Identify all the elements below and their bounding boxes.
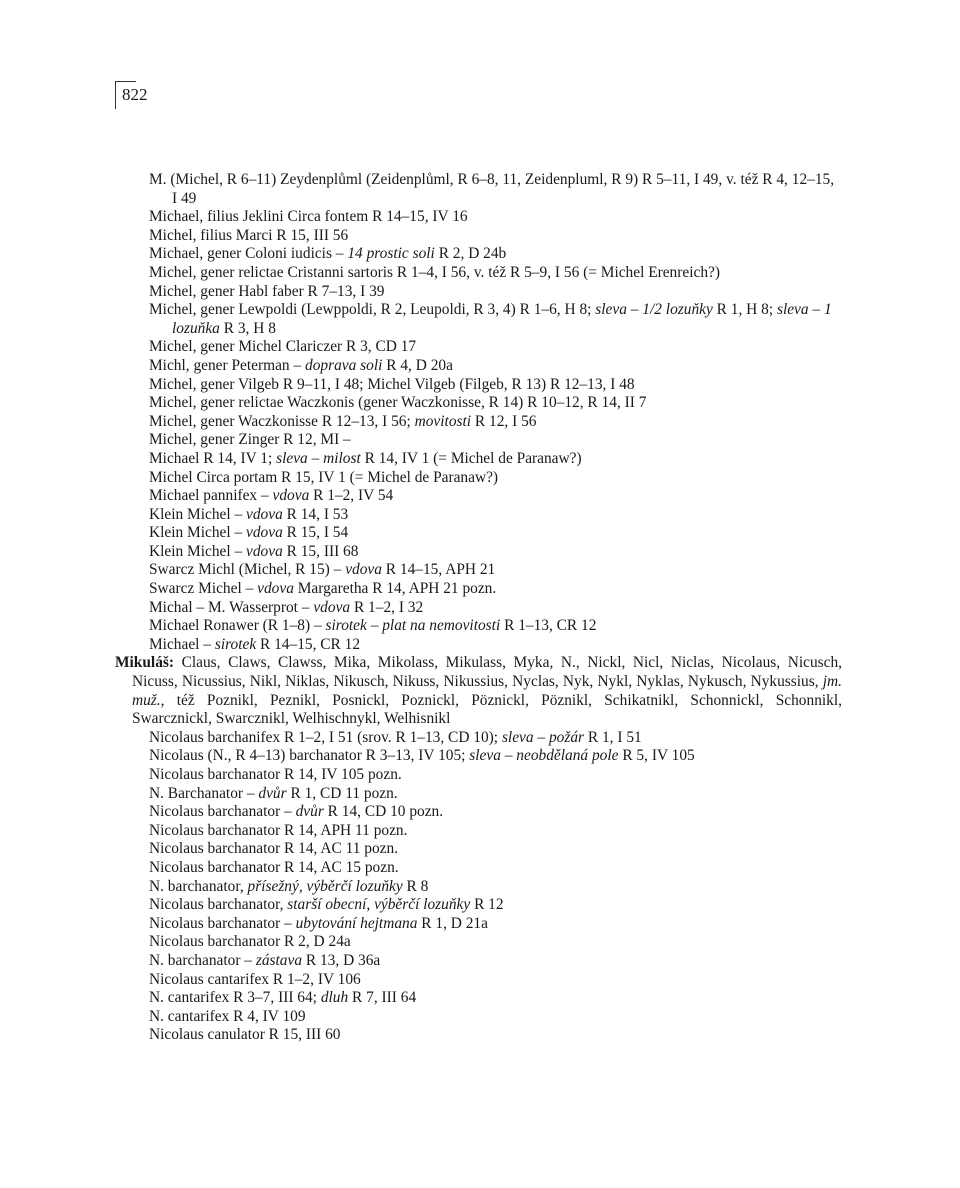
- italic-gloss: vdova: [246, 505, 283, 523]
- italic-gloss: přísežný, výběrčí lozuňky: [247, 877, 403, 895]
- index-entry: [115, 859, 842, 878]
- headword-variants: [132, 654, 842, 727]
- entry-text: R 1, I 51: [584, 728, 642, 746]
- entry-text: R 14, I 53: [282, 505, 349, 523]
- entry-text: Michael pannifex –: [149, 487, 273, 505]
- entry-text: Nicolaus barchanator R 2, D 24a: [149, 933, 351, 951]
- entry-text: R 5, IV 105: [618, 747, 695, 765]
- entry-text: Michel, filius Marci R 15, III 56: [149, 226, 349, 244]
- entry-text: R 1–2, I 32: [350, 598, 424, 616]
- index-entry: [115, 1008, 842, 1027]
- index-entry: [115, 580, 842, 599]
- entry-text: Klein Michel –: [149, 524, 247, 542]
- index-entry: [115, 227, 842, 246]
- entry-text: Nicolaus barchanator R 14, APH 11 pozn.: [149, 821, 408, 839]
- index-entry: [115, 785, 842, 804]
- index-entry: [115, 636, 842, 655]
- index-entry: [115, 413, 842, 432]
- entry-text: Swarcz Michl (Michel, R 15) –: [149, 561, 346, 579]
- entry-text: R 12: [470, 896, 504, 914]
- index-entry: [115, 1026, 842, 1045]
- index-entry: [115, 840, 842, 859]
- entry-text: R 12, I 56: [471, 412, 537, 430]
- italic-gloss: jm. muž.: [132, 673, 842, 709]
- entry-text: Michel, gener Habl faber R 7–13, I 39: [149, 282, 385, 300]
- entry-text: R 1, D 21a: [417, 914, 488, 932]
- entry-text: Nicolaus barchanator R 14, AC 11 pozn.: [149, 840, 399, 858]
- entry-text: Nicolaus barchanator R 14, AC 15 pozn.: [149, 858, 399, 876]
- entry-text: Michael –: [149, 635, 215, 653]
- entry-text: Michel, gener Waczkonisse R 12–13, I 56;: [149, 412, 415, 430]
- entry-text: Michael Ronawer (R 1–8) –: [149, 617, 326, 635]
- index-entry: [115, 896, 842, 915]
- index-entry: [115, 822, 842, 841]
- italic-gloss: vdova: [313, 598, 351, 616]
- index-entry: [115, 338, 842, 357]
- entry-text: Nicolaus barchanator –: [149, 803, 296, 821]
- index-entry: [115, 952, 842, 971]
- index-entry: [115, 561, 842, 580]
- index-entry: [115, 803, 842, 822]
- entry-text: R 13, D 36a: [302, 951, 381, 969]
- entry-text: Michel Circa portam R 15, IV 1 (= Michel de Paranaw?): [149, 468, 499, 486]
- index-entry: [115, 506, 842, 525]
- italic-gloss: sleva – neobdělaná pole: [469, 747, 619, 765]
- italic-gloss: movitosti: [414, 412, 472, 430]
- italic-gloss: vdova: [246, 524, 283, 542]
- index-entry: [115, 747, 842, 766]
- index-entry: [115, 878, 842, 897]
- entry-text: N. Barchanator –: [149, 784, 259, 802]
- entry-text: N. cantarifex R 3–7, III 64;: [149, 989, 321, 1007]
- index-entry: [115, 617, 842, 636]
- italic-gloss: sleva – 1/2 lozuňky: [595, 301, 713, 319]
- entry-text: R 4, D 20a: [382, 356, 453, 374]
- italic-gloss: sleva – 1 lozuňka: [172, 301, 832, 337]
- index-entry: [115, 245, 842, 264]
- italic-gloss: dluh: [320, 989, 349, 1007]
- italic-gloss: 14 prostic soli: [347, 245, 435, 263]
- entry-text: Nicolaus barchanator,: [149, 896, 288, 914]
- index-entry: [115, 524, 842, 543]
- index-entry: [115, 915, 842, 934]
- index-entry: [115, 729, 842, 748]
- italic-gloss: doprava soli: [305, 356, 383, 374]
- entry-text: R 1–13, CR 12: [500, 617, 597, 635]
- entry-text: Michel, gener relictae Waczkonis (gener Waczkonisse, R 14) R 10–12, R 14, II 7: [149, 394, 647, 412]
- italic-gloss: vdova: [345, 561, 382, 579]
- entry-text: R 1, H 8;: [712, 301, 777, 319]
- italic-gloss: vdova: [246, 542, 283, 560]
- entry-text: Michael, filius Jeklini Circa fontem R 14–15, IV 16: [149, 208, 468, 226]
- italic-gloss: sleva – milost: [276, 449, 361, 467]
- entry-text: Michl, gener Peterman –: [149, 356, 305, 374]
- entry-text: R 15, III 68: [282, 542, 359, 560]
- italic-gloss: dvůr: [295, 803, 324, 821]
- index-entry: [115, 450, 842, 469]
- index-entry: [115, 431, 842, 450]
- index-entry: [115, 208, 842, 227]
- headword-lemma: Mikuláš:: [115, 654, 175, 672]
- entry-text: Nicolaus cantarifex R 1–2, IV 106: [149, 970, 361, 988]
- italic-gloss: ubytování hejtmana: [295, 914, 418, 932]
- entry-text: Margaretha R 14, APH 21 pozn.: [293, 580, 497, 598]
- entry-text: Michel, gener Michel Clariczer R 3, CD 17: [149, 338, 417, 356]
- entry-text: R 2, D 24b: [434, 245, 507, 263]
- index-entry: [115, 283, 842, 302]
- index-entry: [115, 376, 842, 395]
- index-entry: [115, 357, 842, 376]
- entry-text: R 14–15, APH 21: [381, 561, 496, 579]
- entry-text: , též Poznikl, Peznikl, Posnickl, Poznickl, Pöznickl, Pöznikl, Schikatnikl, Schonnickl, Schonnikl, Swarcznickl, Swarcznikl, Welhischnykl, Welhisnikl: [132, 691, 842, 728]
- entry-text: Klein Michel –: [149, 505, 247, 523]
- index-content: [115, 171, 842, 1045]
- headword-entry: [115, 654, 842, 728]
- entry-text: R 7, III 64: [348, 989, 417, 1007]
- entry-text: N. barchanator –: [149, 951, 256, 969]
- entry-text: R 1, CD 11 pozn.: [286, 784, 398, 802]
- index-entry: [115, 543, 842, 562]
- entry-text: Nicolaus barchanator –: [149, 914, 296, 932]
- index-entry: [115, 171, 842, 208]
- index-entry: [115, 933, 842, 952]
- entry-text: M. (Michel, R 6–11) Zeydenplůml (Zeidenplůml, R 6–8, 11, Zeidenpluml, R 9) R 5–11, I 49, v. též R 4, 12–15, I 49: [149, 171, 835, 207]
- entry-text: Michel, gener Vilgeb R 9–11, I 48; Michel Vilgeb (Filgeb, R 13) R 12–13, I 48: [149, 375, 635, 393]
- entry-text: R 8: [402, 877, 429, 895]
- entry-text: Nicolaus canulator R 15, III 60: [149, 1026, 341, 1044]
- index-entry: [115, 487, 842, 506]
- italic-gloss: vdova: [272, 487, 310, 505]
- italic-gloss: sleva – požár: [501, 728, 585, 746]
- index-entry: [115, 766, 842, 785]
- entries-before: [115, 171, 842, 654]
- italic-gloss: zástava: [255, 951, 303, 969]
- entry-text: N. barchanator,: [149, 877, 248, 895]
- italic-gloss: sirotek: [214, 635, 257, 653]
- entry-text: Claus, Claws, Clawss, Mika, Mikolass, Mikulass, Myka, N., Nickl, Nicl, Niclas, Nicolaus, Nicusch, Nicuss, Nicussius, Nikl, Niklas, Nikusch, Nikuss, Nikussius, Nyclas, Nyk, Nykl, Nyklas, Nykusch, Nykussius,: [132, 654, 842, 691]
- italic-gloss: dvůr: [258, 784, 287, 802]
- entry-text: Michael R 14, IV 1;: [149, 449, 277, 467]
- entry-text: Michal – M. Wasserprot –: [149, 598, 314, 616]
- italic-gloss: starší obecní, výběrčí lozuňky: [287, 896, 471, 914]
- entry-text: N. cantarifex R 4, IV 109: [149, 1007, 306, 1025]
- entry-text: Nicolaus barchanifex R 1–2, I 51 (srov. R 1–13, CD 10);: [149, 728, 502, 746]
- page-number: 822: [122, 85, 148, 104]
- index-entry: [115, 394, 842, 413]
- index-entry: [115, 469, 842, 488]
- index-entry: [115, 599, 842, 618]
- index-entry: [115, 264, 842, 283]
- index-entry: [115, 971, 842, 990]
- entry-text: Michel, gener Zinger R 12, MI –: [149, 431, 351, 449]
- entry-text: Nicolaus (N., R 4–13) barchanator R 3–13, IV 105;: [149, 747, 470, 765]
- entry-text: R 14, CD 10 pozn.: [323, 803, 444, 821]
- entries-after: [115, 729, 842, 1045]
- entry-text: Michael, gener Coloni iudicis –: [149, 245, 348, 263]
- entry-text: R 14, IV 1 (= Michel de Paranaw?): [360, 449, 582, 467]
- entry-text: R 1–2, IV 54: [309, 487, 394, 505]
- entry-text: Swarcz Michel –: [149, 580, 258, 598]
- index-entry: [115, 989, 842, 1008]
- entry-text: R 15, I 54: [282, 524, 349, 542]
- entry-text: Michel, gener relictae Cristanni sartoris R 1–4, I 56, v. též R 5–9, I 56 (= Michel Erenreich?): [149, 263, 720, 281]
- italic-gloss: sirotek – plat na nemovitosti: [325, 617, 501, 635]
- entry-text: R 14–15, CR 12: [256, 635, 361, 653]
- italic-gloss: vdova: [257, 580, 294, 598]
- entry-text: Nicolaus barchanator R 14, IV 105 pozn.: [149, 766, 402, 783]
- entry-text: Klein Michel –: [149, 542, 247, 560]
- entry-text: Michel, gener Lewpoldi (Lewppoldi, R 2, Leupoldi, R 3, 4) R 1–6, H 8;: [149, 301, 596, 319]
- index-entry: [115, 301, 842, 338]
- entry-text: R 3, H 8: [219, 319, 276, 337]
